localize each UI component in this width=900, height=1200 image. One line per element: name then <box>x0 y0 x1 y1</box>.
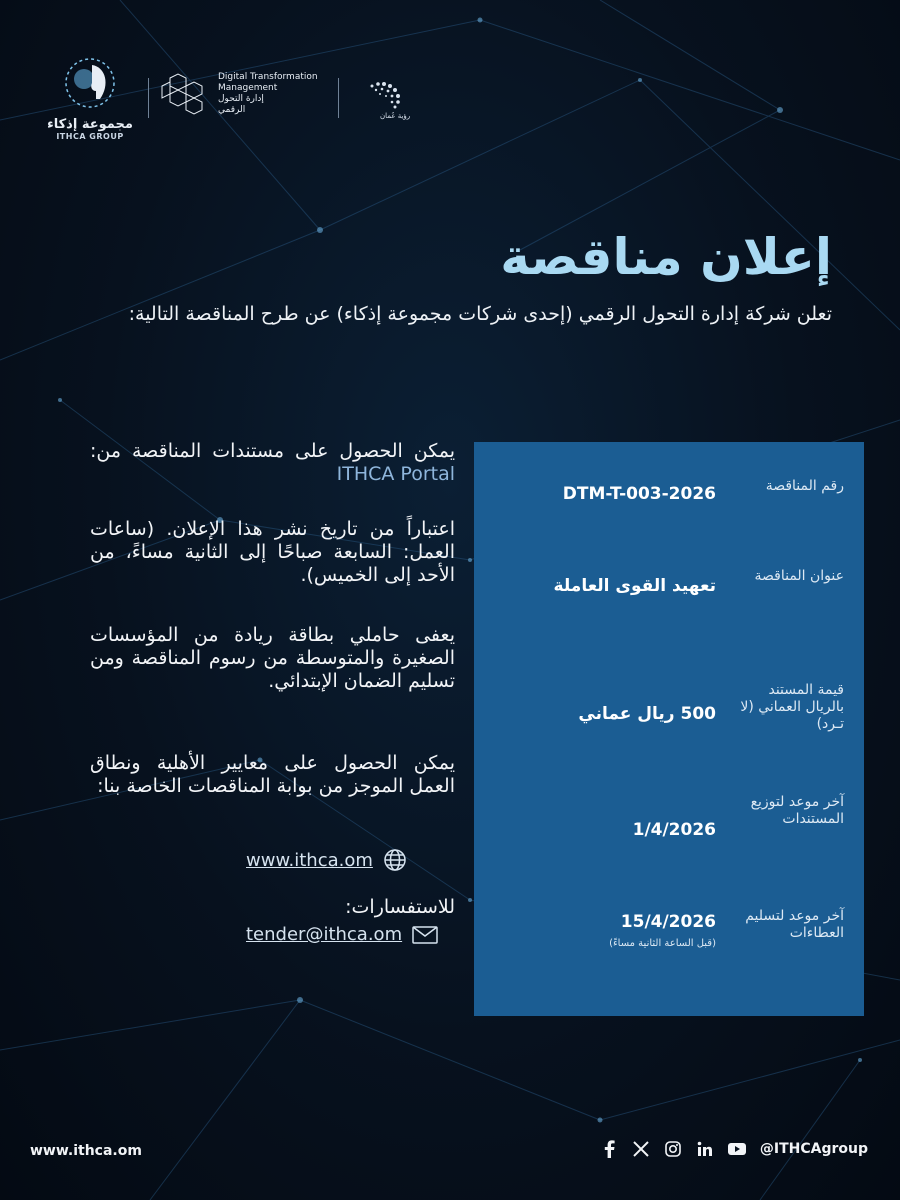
document-deadline-value: 1/4/2026 <box>632 820 716 840</box>
x-icon[interactable] <box>632 1140 650 1158</box>
document-fee-value: 500 ريال عماني <box>578 704 716 724</box>
logo-divider <box>148 78 149 118</box>
facebook-icon[interactable] <box>600 1140 618 1158</box>
exemption-text: يعفى حاملي بطاقة ريادة من المؤسسات الصغيرة والمتوسطة من رسوم المناقصة ومن تسليم الضمان الإبتدائي. <box>90 624 455 692</box>
email-contact[interactable] <box>246 924 438 945</box>
dtm-logo-ar-line1: إدارة التحول <box>218 94 264 104</box>
exemption-paragraph <box>90 624 455 693</box>
dtm-logo-en-line2: Management <box>218 83 278 93</box>
oman-vision-text: رؤية عُمان <box>380 112 411 120</box>
documents-text: يمكن الحصول على مستندات المناقصة من: <box>90 440 455 462</box>
ithca-group-logo <box>40 55 140 141</box>
tender-details-panel <box>474 442 864 1016</box>
tender-number-label: رقم المناقصة <box>765 478 844 494</box>
submission-deadline-label: آخر موعد لتسليم العطاءات <box>745 908 844 941</box>
website-link[interactable]: www.ithca.om <box>246 849 373 871</box>
inquiries-label: للاستفسارات: <box>345 896 455 918</box>
intro-text: تعلن شركة إدارة التحول الرقمي (إحدى شركات مجموعة إذكاء) عن طرح المناقصة التالية: <box>128 303 832 325</box>
hexagon-network-icon <box>160 72 212 116</box>
document-deadline-label: آخر موعد لتوزيع المستندات <box>750 794 844 827</box>
globe-icon <box>383 848 407 872</box>
email-link[interactable]: tender@ithca.om <box>246 924 403 945</box>
working-hours-paragraph <box>90 518 455 587</box>
footer-website[interactable]: www.ithca.om <box>30 1143 142 1159</box>
eligibility-paragraph <box>90 752 455 798</box>
document-fee-label: قيمة المستند بالريال العماني (لا تـرد) <box>740 682 844 732</box>
youtube-icon[interactable] <box>728 1140 746 1158</box>
dtm-logo <box>160 72 318 116</box>
working-hours-text: اعتباراً من تاريخ نشر هذا الإعلان. (ساعات العمل: السابعة صباحًا إلى الثانية مساءً، من الأحد إلى الخميس). <box>90 518 455 586</box>
logo-divider-2 <box>338 78 339 118</box>
eligibility-text: يمكن الحصول على معايير الأهلية ونطاق العمل الموجز من بوابة المناقصات الخاصة بنا: <box>90 752 455 797</box>
ithca-logo-english: ITHCA GROUP <box>56 132 124 141</box>
linkedin-icon[interactable] <box>696 1140 714 1158</box>
tender-title-label: عنوان المناقصة <box>754 568 844 584</box>
website-contact[interactable] <box>246 848 407 872</box>
ithca-logo-arabic: مجموعة إذكاء <box>47 117 133 132</box>
ithca-brain-icon <box>62 55 118 111</box>
documents-paragraph <box>90 440 455 486</box>
social-links <box>600 1140 868 1158</box>
instagram-icon[interactable] <box>664 1140 682 1158</box>
envelope-icon <box>412 925 438 945</box>
ithca-portal-link[interactable]: ITHCA Portal <box>336 463 455 485</box>
tender-title-value: تعهيد القوى العاملة <box>553 576 716 596</box>
social-handle[interactable]: @ITHCAgroup <box>759 1141 868 1157</box>
dtm-logo-en-line1: Digital Transformation <box>218 72 318 82</box>
oman-vision-logo <box>350 72 430 122</box>
submission-deadline-value: 15/4/2026 <box>620 912 716 932</box>
dtm-logo-ar-line2: الرقمي <box>218 105 246 115</box>
tender-number-value: DTM-T-003-2026 <box>562 484 716 504</box>
page-title: إعلان مناقصة <box>500 228 832 286</box>
submission-deadline-note: (قبل الساعة الثانية مساءً) <box>609 938 716 949</box>
